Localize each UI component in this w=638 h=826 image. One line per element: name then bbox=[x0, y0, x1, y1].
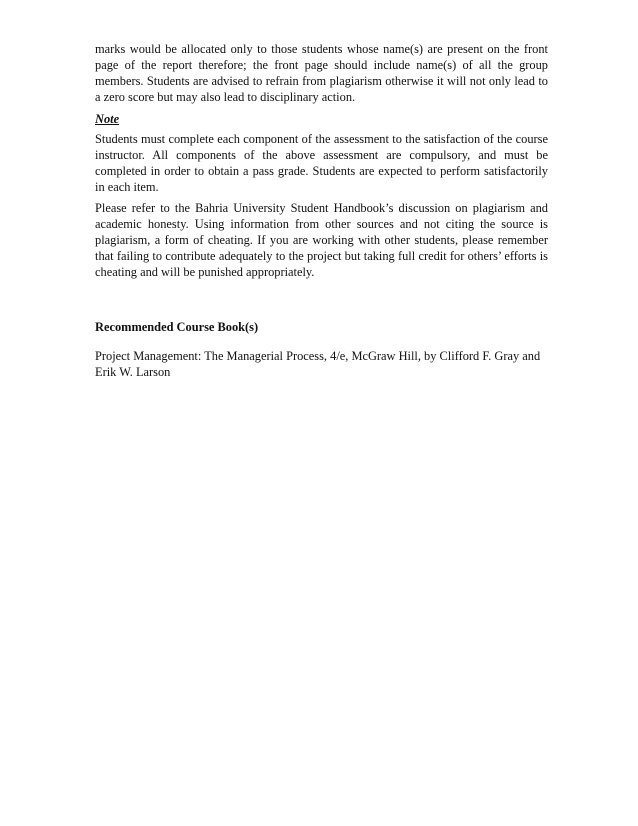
note-heading: Note bbox=[95, 112, 120, 126]
document-body bbox=[95, 41, 548, 380]
recommended-books-heading: Recommended Course Book(s) bbox=[95, 320, 259, 334]
note-paragraph-assessment: Students must complete each component of the assessment to the satisfaction of the course instructor. All components of the above assessment are compulsory, and must be completed in order to obtain a pass grade. Students are expected to perform satisfactorily in each item. bbox=[95, 132, 548, 194]
recommended-book-entry: Project Management: The Managerial Process, 4/e, McGraw Hill, by Clifford F. Gray and Erik W. Larson bbox=[95, 349, 541, 379]
note-paragraph-plagiarism: Please refer to the Bahria University Student Handbook’s discussion on plagiarism and academic honesty. Using information from other sources and not citing the source is plagiarism, a form of cheating. If you are working with other students, please remember that failing to contribute adequately to the project but taking full credit for others’ efforts is cheating and will be punished appropriately. bbox=[95, 201, 548, 279]
section-spacer bbox=[95, 280, 548, 319]
intro-paragraph: marks would be allocated only to those students whose name(s) are present on the front page of the report therefore; the front page should include name(s) of all the group members. Students are advised to refrain from plagiarism otherwise it will not only lead to a zero score but may also lead to disciplinary action. bbox=[95, 42, 548, 104]
